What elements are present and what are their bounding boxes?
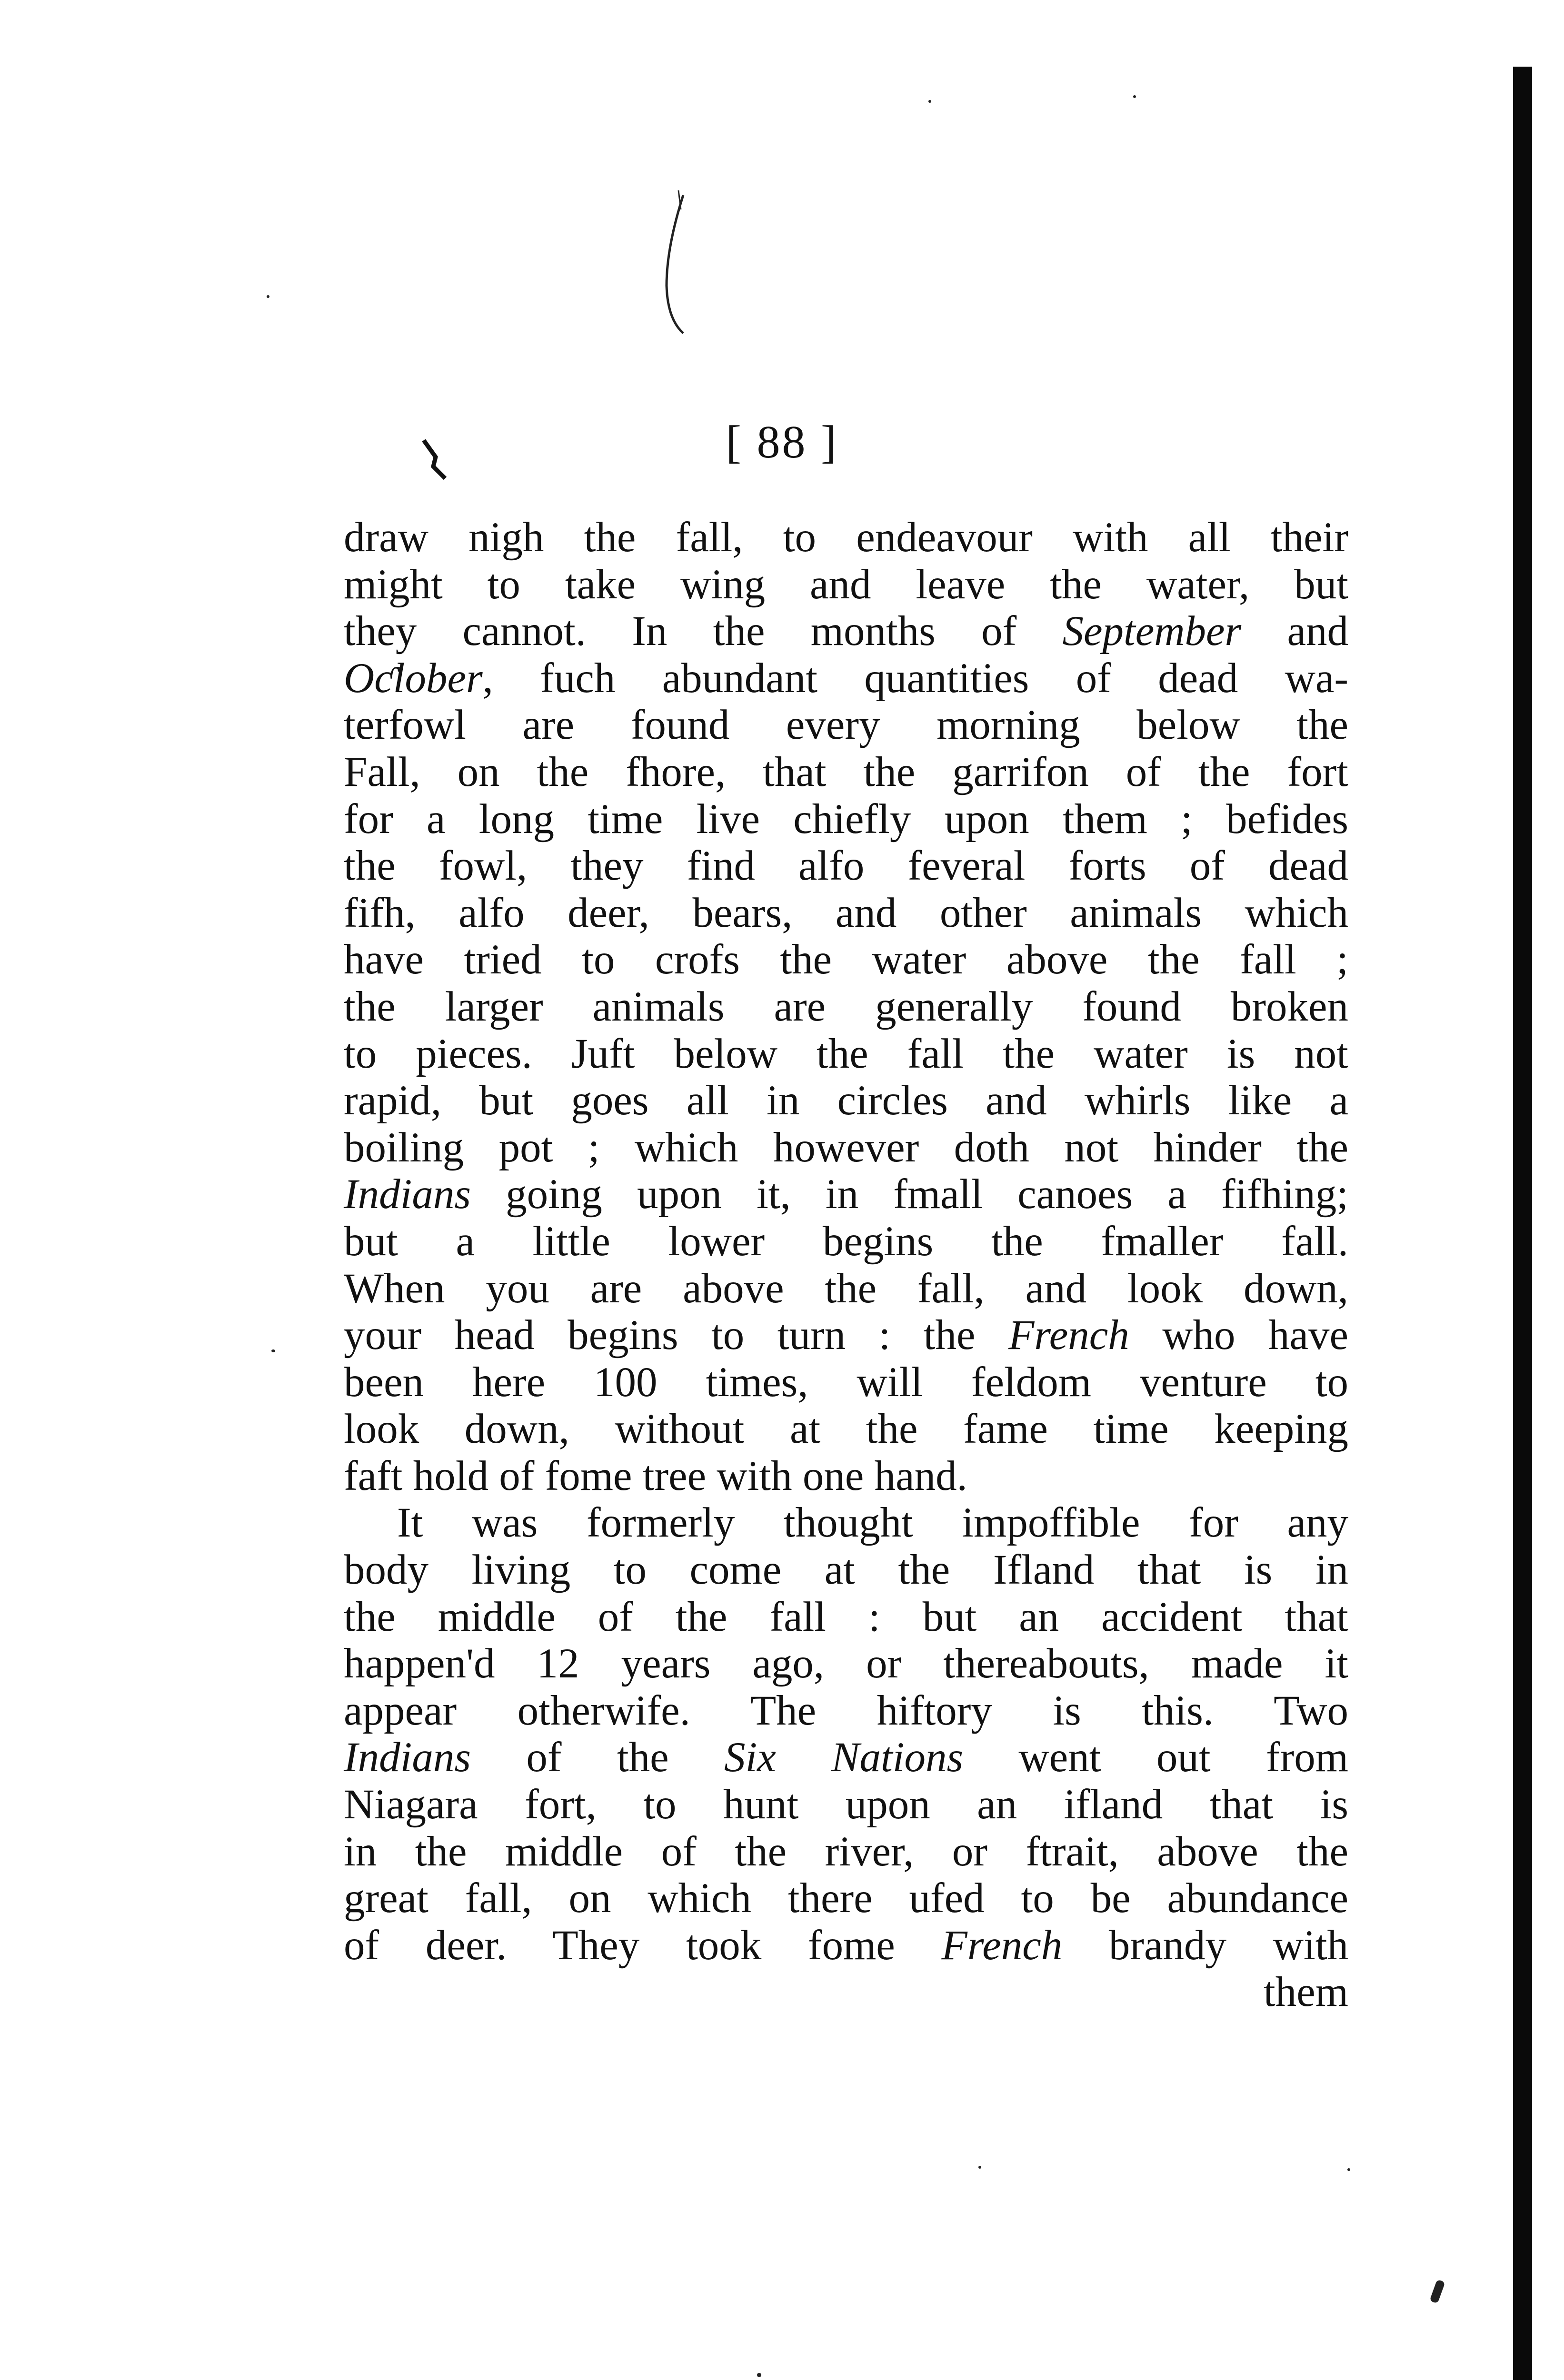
italic-text: Indians [344,1734,471,1781]
text-line [344,1499,1348,1547]
text-line [344,1922,1348,1969]
text-line [344,1406,1348,1453]
text-line [344,514,1348,561]
text-run: look down, without at the fame time keeping [344,1406,1348,1453]
text-line [344,1031,1348,1078]
text-line [344,702,1348,749]
text-line [344,1594,1348,1641]
text-line [344,655,1348,702]
text-line [344,1453,1348,1500]
text-run: fifh, alfo deer, bears, and other animals which [344,889,1348,936]
text-run: to pieces. Juft below the fall the water is not [344,1030,1348,1077]
text-line [344,1640,1348,1687]
text-line [344,796,1348,843]
text-line [344,561,1348,608]
scan-speck [1133,95,1136,98]
text-run: the fowl, they find alfo feveral forts of dead [344,843,1348,890]
text-run: might to take wing and leave the water, but [344,561,1348,608]
scan-speck [757,2373,761,2377]
text-run: faft hold of fome tree with one hand. [344,1452,967,1499]
text-run: When you are above the fall, and look down, [344,1265,1348,1312]
text-line [344,608,1348,655]
text-run: Niagara fort, to hunt upon an ifland that is [344,1781,1348,1828]
italic-text: Oƈlober [344,654,483,702]
text-run: them [1264,1969,1348,2016]
scan-speck [1429,2279,1445,2303]
page-number: [ 88 ] [726,416,838,468]
text-run: went out from [963,1734,1348,1781]
text-line [344,1781,1348,1828]
text-run: the larger animals are generally found broken [344,983,1348,1030]
scan-speck [1347,2168,1350,2171]
text-line [344,1547,1348,1594]
text-run: , fuch abundant quantities of dead wa- [482,654,1348,702]
text-run: boiling pot ; which however doth not hinder the [344,1124,1348,1171]
text-line [344,1124,1348,1171]
text-run: great fall, on which there ufed to be abundance [344,1875,1348,1922]
scan-speck [928,100,931,103]
text-run: going upon it, in fmall canoes a fifhing; [471,1171,1348,1218]
text-line [344,1218,1348,1265]
italic-text: September [1062,608,1242,655]
text-run: for a long time live chiefly upon them ; befides [344,795,1348,843]
text-line [344,1077,1348,1124]
text-run: draw nigh the fall, to endeavour with all their [344,514,1348,561]
text-line [344,1734,1348,1781]
text-run: rapid, but goes all in circles and whirls like a [344,1077,1348,1124]
text-line [344,983,1348,1031]
text-run: your head begins to turn : the [344,1312,1009,1359]
text-run: been here 100 times, will feldom venture to [344,1359,1348,1406]
scan-speck [271,1349,275,1352]
text-line [344,1359,1348,1406]
text-run: body living to come at the Ifland that is in [344,1547,1348,1594]
text-line [344,1875,1348,1922]
text-run: brandy with [1062,1922,1348,1969]
text-run: in the middle of the river, or ftrait, above the [344,1828,1348,1875]
text-run: of deer. They took fome [344,1922,942,1969]
page-body-text [344,514,1348,2016]
text-run: have tried to crofs the water above the fall ; [344,936,1348,983]
text-run: appear otherwife. The hiftory is this. Two [344,1687,1348,1734]
text-run: terfowl are found every morning below the [344,702,1348,749]
text-run: the middle of the fall : but an accident that [344,1593,1348,1640]
italic-text: Six Nations [724,1734,964,1781]
italic-text: French [941,1922,1063,1969]
text-line [344,1265,1348,1312]
text-run: It was formerly thought impoffible for any [397,1499,1348,1547]
italic-text: French [1008,1312,1129,1359]
text-run: they cannot. In the months of [344,608,1063,655]
text-line [344,1312,1348,1359]
text-run: happen'd 12 years ago, or thereabouts, made it [344,1640,1348,1687]
text-line [344,843,1348,890]
text-run: Fall, on the fhore, that the garrifon of the fort [344,748,1348,795]
italic-text: Indians [344,1171,471,1218]
text-line [344,1171,1348,1218]
text-line [344,936,1348,983]
text-run: and [1241,608,1348,655]
text-run: but a little lower begins the fmaller fall. [344,1218,1348,1265]
pencil-mark [657,190,695,343]
text-line [344,1828,1348,1875]
text-line [344,1687,1348,1735]
text-run: of the [471,1734,725,1781]
text-line [344,749,1348,796]
scan-speck [267,295,269,298]
catchword [344,1969,1348,2016]
scan-edge-bar [1513,67,1532,2380]
scan-speck [978,2166,981,2169]
text-run: who have [1129,1312,1349,1359]
text-line [344,890,1348,937]
